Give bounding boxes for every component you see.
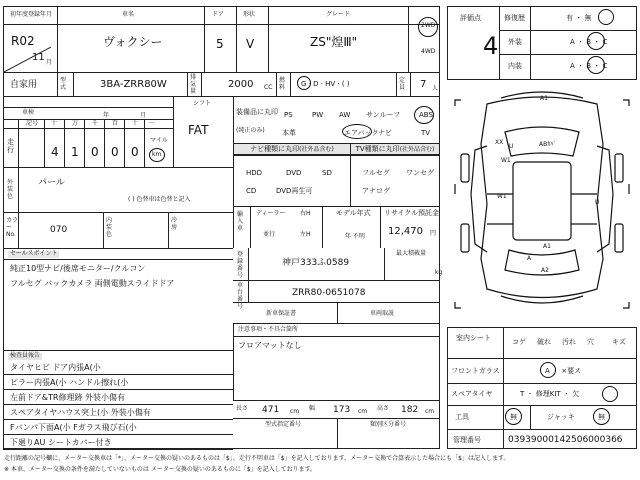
- mile-label: マイル: [150, 137, 168, 144]
- import-parallel: 並行: [263, 231, 276, 238]
- seat-condition: 破れ: [537, 338, 551, 346]
- sales-point-line-1: 純正10型ナビ/後席モニター/クルコン: [10, 264, 146, 273]
- divider: [233, 96, 234, 248]
- exterior-grade-circle: [587, 32, 605, 50]
- divider: [233, 280, 440, 281]
- divider: [64, 119, 65, 167]
- seat-condition: 穴: [587, 338, 594, 346]
- equipment-label: 装備品に丸印: [236, 108, 278, 116]
- mileage-unit-header: 十: [51, 120, 58, 127]
- spare-tire-label: スペアタイヤ: [451, 390, 493, 398]
- divider: [447, 358, 637, 359]
- equipment-item: ナビ: [378, 129, 392, 137]
- interior-grades: A ・ B ・ C: [570, 62, 608, 70]
- tv-option: フルセグ: [362, 169, 390, 177]
- import-dealer: ディーラー: [256, 210, 286, 217]
- inspection-month: 月: [140, 112, 147, 119]
- exterior-label: 外装色: [7, 179, 14, 200]
- mileage-digit: 4: [51, 145, 59, 159]
- divider: [3, 128, 173, 129]
- sales-point-label: セールスポイント: [10, 250, 58, 257]
- grade-label: グレード: [326, 11, 351, 18]
- drive-2wd: 2WD: [421, 22, 436, 29]
- divider: [248, 248, 249, 302]
- divider: [380, 206, 381, 248]
- damage-w1-front: W1: [501, 157, 511, 164]
- grade-value: ZS"煌Ⅲ": [310, 35, 358, 49]
- divider: [3, 167, 233, 168]
- equipment-item: サンルーフ: [366, 111, 401, 119]
- nav-option: HDD: [246, 169, 263, 177]
- tv-option: アナログ: [362, 187, 390, 195]
- seat-label: 室内シート: [456, 334, 491, 342]
- divider: [3, 212, 233, 213]
- max-load-kg: kg: [435, 269, 443, 276]
- divider: [499, 6, 500, 80]
- mileage-section-label: 走行: [7, 138, 14, 155]
- divider: [3, 419, 233, 420]
- equipment-item: PW: [312, 111, 324, 119]
- shape-value: V: [246, 37, 255, 51]
- nav-header: ナビ種類に丸印(社外品含む): [234, 144, 350, 155]
- month-unit: 月: [46, 59, 53, 66]
- registration-value: 神戸333ふ0589: [282, 258, 350, 268]
- first-reg-year: R02: [11, 34, 35, 48]
- width-value: 173: [333, 405, 351, 415]
- inspection-label: 車検: [22, 109, 35, 116]
- divider: [233, 323, 440, 324]
- damage-ab: ABｶﾊﾞ: [539, 141, 557, 148]
- exterior-grades: A ・ B ・ C: [570, 38, 608, 46]
- damage-a2: A2: [541, 267, 549, 274]
- divider: [3, 72, 440, 73]
- divider: [408, 6, 409, 72]
- notes-label: 注意事項・不具合箇所: [238, 326, 299, 333]
- manual-label: 車両取説: [370, 310, 395, 317]
- divider: [236, 6, 237, 72]
- length-value: 471: [262, 405, 280, 415]
- car-name-label: 車名: [122, 11, 135, 18]
- inspection-year: 年: [103, 112, 110, 119]
- use-value: 自家用: [10, 80, 38, 90]
- mileage-unit-header: 千: [92, 120, 99, 127]
- drive-4wd: 4WD: [421, 48, 436, 55]
- car-outline-icon: [447, 84, 637, 324]
- seat-condition: キズ: [612, 338, 626, 346]
- divider: [18, 119, 19, 167]
- divider: [530, 6, 531, 80]
- model-label: 型式: [60, 77, 67, 91]
- mileage-unit-header: 十: [132, 120, 139, 127]
- divider: [233, 155, 440, 156]
- import-label: 輸入車: [237, 211, 244, 232]
- divider: [57, 6, 58, 72]
- divider: [84, 119, 85, 167]
- control-number-value: 0393900014250600036​6: [508, 435, 623, 445]
- footer-note-1: 走行距離の記号欄に、メーター交換車は「*」、メーター交換の疑いのあるものは「$」、走行不明車は「$」を記入しております。メーター交換で合算表示した場合にも「$」は記入します。: [4, 455, 510, 462]
- repair-options: 有 ・ 無: [566, 14, 592, 22]
- divider: [447, 429, 637, 430]
- divider: [3, 96, 440, 97]
- seat-condition: コゲ: [512, 338, 526, 346]
- divider: [530, 405, 531, 429]
- divider: [322, 206, 323, 248]
- equipment-item: エアバック: [344, 129, 379, 137]
- divider: [499, 30, 637, 31]
- recycle-label: リサイクル預託金: [384, 209, 440, 217]
- color-no-value: 070: [50, 225, 68, 235]
- abs-circle: [414, 106, 434, 124]
- jack-label: ジャッキ: [547, 413, 575, 421]
- repair-label: 修復歴: [504, 14, 525, 22]
- warranty-label: 新車保証書: [266, 310, 297, 317]
- exterior-grade-label: 外装: [508, 38, 522, 46]
- fuel-label: 燃料: [279, 77, 286, 91]
- divider: [3, 449, 233, 450]
- length-unit: cm: [290, 408, 300, 415]
- tools-label: 工具: [455, 413, 469, 421]
- exterior-color: パール: [38, 178, 65, 188]
- airbag-circle: [342, 124, 372, 139]
- divider: [3, 259, 233, 260]
- mileage-unit-header: 一: [148, 120, 155, 127]
- max-load-label: 最大積載量: [396, 250, 427, 257]
- divider: [104, 119, 105, 167]
- inspector-label: 検査員報告: [10, 352, 41, 359]
- doors-value: 5: [216, 37, 224, 51]
- divider: [499, 54, 637, 55]
- front-glass-label: フロントガラス: [451, 367, 500, 375]
- person-unit: 人: [432, 85, 439, 92]
- damage-u-right: U: [595, 199, 600, 206]
- inspector-line: タイヤヒビ ドア内張A(小: [10, 363, 101, 372]
- recycle-value: 12,470: [388, 226, 423, 237]
- divider: [3, 374, 233, 375]
- equipment-item: AW: [339, 111, 351, 119]
- divider: [73, 72, 74, 96]
- divider: [187, 72, 188, 96]
- divider: [3, 404, 233, 405]
- divider: [396, 72, 397, 96]
- equipment-item: PS: [284, 111, 293, 119]
- equipment-sub: (純正のみ): [236, 127, 265, 134]
- divider: [447, 383, 637, 384]
- divider: [18, 167, 19, 248]
- height-label: 高さ: [377, 405, 390, 412]
- inspector-line: Fバンパ下面A(小 Fガラス飛び石(小: [10, 423, 137, 432]
- tools-circle: [505, 408, 522, 425]
- damage-a1-top: A1: [540, 95, 548, 102]
- class-number-label: 類別区分番号: [370, 421, 407, 428]
- damage-u: U: [509, 143, 514, 150]
- car-damage-diagram: [447, 84, 637, 324]
- mileage-unit-header: 万: [72, 120, 79, 127]
- score-value: 4: [483, 32, 499, 60]
- shape-label: 形状: [243, 11, 256, 18]
- mileage-digit: 0: [91, 145, 99, 159]
- interior-grade-circle: [587, 56, 605, 74]
- inspector-line: 下廻りAU シートカバー付き: [10, 438, 112, 447]
- divider: [250, 206, 251, 248]
- capacity-label: 定員: [399, 77, 406, 91]
- interior-grade-label: 内装: [508, 62, 522, 70]
- equipment-item: TV: [421, 129, 431, 137]
- nav-option: SD: [322, 169, 332, 177]
- divider: [3, 248, 233, 249]
- shift-label: シフト: [193, 100, 212, 107]
- tv-header: TV種類に丸印(社外品含む): [351, 144, 439, 155]
- damage-xx: XX: [495, 139, 504, 146]
- model-year-value: 年 不明: [345, 233, 365, 240]
- height-value: 182: [401, 405, 419, 415]
- aircon-label: 冷房: [171, 217, 178, 231]
- divider: [447, 405, 637, 406]
- mileage-digit: 1: [71, 145, 79, 159]
- jack-circle: [593, 408, 610, 425]
- divider: [290, 72, 291, 96]
- divider: [233, 206, 440, 207]
- divider: [233, 323, 234, 400]
- spare-tire-circle: [602, 386, 618, 402]
- nav-option: DVD: [286, 169, 302, 177]
- chassis-value: ZRR80-0651078: [292, 288, 366, 298]
- interior-color-label: 内装色: [106, 217, 113, 238]
- damage-w1-mid: W1: [497, 193, 507, 200]
- registration-label: 登録番号: [237, 251, 244, 279]
- divider: [3, 389, 233, 390]
- divider: [3, 107, 173, 108]
- tv-option: ワンセグ: [406, 169, 434, 177]
- control-number-label: 管理番号: [453, 436, 481, 444]
- mileage-digit: 0: [131, 145, 139, 159]
- equipment-item: ABS: [419, 111, 433, 119]
- import-right: 右H: [300, 210, 311, 217]
- model-value: 3BA-ZRR80W: [100, 79, 167, 90]
- divider: [173, 96, 174, 167]
- first-reg-label: 初年度登録年月: [10, 11, 53, 18]
- chassis-label: 車台番号: [237, 282, 244, 310]
- first-reg-month: 11: [32, 52, 45, 63]
- divider: [168, 212, 169, 248]
- divider: [233, 400, 440, 401]
- divider: [276, 72, 277, 96]
- shift-value: FAT: [188, 123, 209, 137]
- divider: [268, 6, 269, 72]
- divider: [233, 336, 440, 337]
- score-label: 評価点: [460, 14, 481, 22]
- model-year-label: モデル年式: [336, 209, 371, 217]
- displacement-value: 2000: [228, 79, 254, 90]
- notes-line-1: フロアマットなし: [238, 341, 302, 350]
- footer-note-2: ※ 本車、メーター交換の条件を満たしていないものは メーター交換の疑いのあるものに「$」を記入しております。: [4, 466, 317, 473]
- damage-a: A: [527, 255, 532, 262]
- divider: [201, 72, 202, 96]
- fuel-options: G · D · HV · ( ): [301, 80, 350, 88]
- sales-point-line-2: フルセグ バックカメラ 両側電動スライドドア: [10, 279, 175, 288]
- displacement-label: 排気量: [190, 74, 197, 95]
- seat-condition: 汚れ: [562, 338, 576, 346]
- divider: [3, 24, 440, 25]
- width-unit: cm: [358, 408, 368, 415]
- doors-label: ドア: [212, 11, 224, 18]
- nav-option: DVD再生可: [276, 187, 313, 195]
- divider: [103, 212, 104, 248]
- divider: [204, 6, 205, 72]
- nav-option: CD: [246, 187, 257, 195]
- divider: [410, 72, 411, 96]
- front-glass-circle: [540, 362, 556, 378]
- type-number-label: 型式指定番号: [265, 421, 302, 428]
- divider: [384, 248, 385, 280]
- color-no-label: カラーNo.: [6, 217, 19, 238]
- divider: [337, 302, 338, 323]
- divider: [3, 350, 233, 351]
- front-glass-value: A ・ ×要ス: [545, 367, 582, 375]
- length-label: 長さ: [236, 405, 249, 412]
- recycle-yen: 円: [430, 230, 437, 237]
- repair-circle: [598, 9, 614, 25]
- import-left: 左H: [300, 231, 311, 238]
- divider: [337, 418, 338, 449]
- divider: [124, 119, 125, 167]
- divider: [503, 327, 504, 449]
- inspector-line: ピラー内張A(小 ハンドル擦れ(小: [10, 378, 129, 387]
- mileage-unit-header: 百: [112, 120, 119, 127]
- divider: [44, 119, 45, 167]
- height-unit: cm: [425, 408, 435, 415]
- cc-unit: CC: [264, 84, 273, 91]
- mileage-unit-header: 記号: [26, 120, 39, 127]
- inspector-line: 左前ドア&TR修理跡 外装小傷有: [10, 393, 125, 402]
- tools-value: 無: [510, 413, 517, 421]
- car-name: ヴォクシー: [103, 35, 163, 49]
- divider: [144, 119, 145, 167]
- mileage-digit: 0: [111, 145, 119, 159]
- spare-tire-value: T ・ 修理KIT ・ 欠: [520, 390, 580, 398]
- capacity-value: 7: [420, 79, 427, 90]
- divider: [3, 434, 233, 435]
- width-label: 幅: [309, 405, 316, 412]
- damage-a1-rear: A1: [543, 243, 551, 250]
- inspector-line: スペアタイヤハウス突上(小 外装小傷有: [10, 408, 151, 417]
- divider: [57, 72, 58, 96]
- exterior-note: ( ) 色替車は色替と記入: [128, 196, 191, 203]
- equipment-item: 本革: [282, 129, 296, 137]
- km-label: km: [152, 151, 162, 158]
- jack-value: 無: [598, 413, 605, 421]
